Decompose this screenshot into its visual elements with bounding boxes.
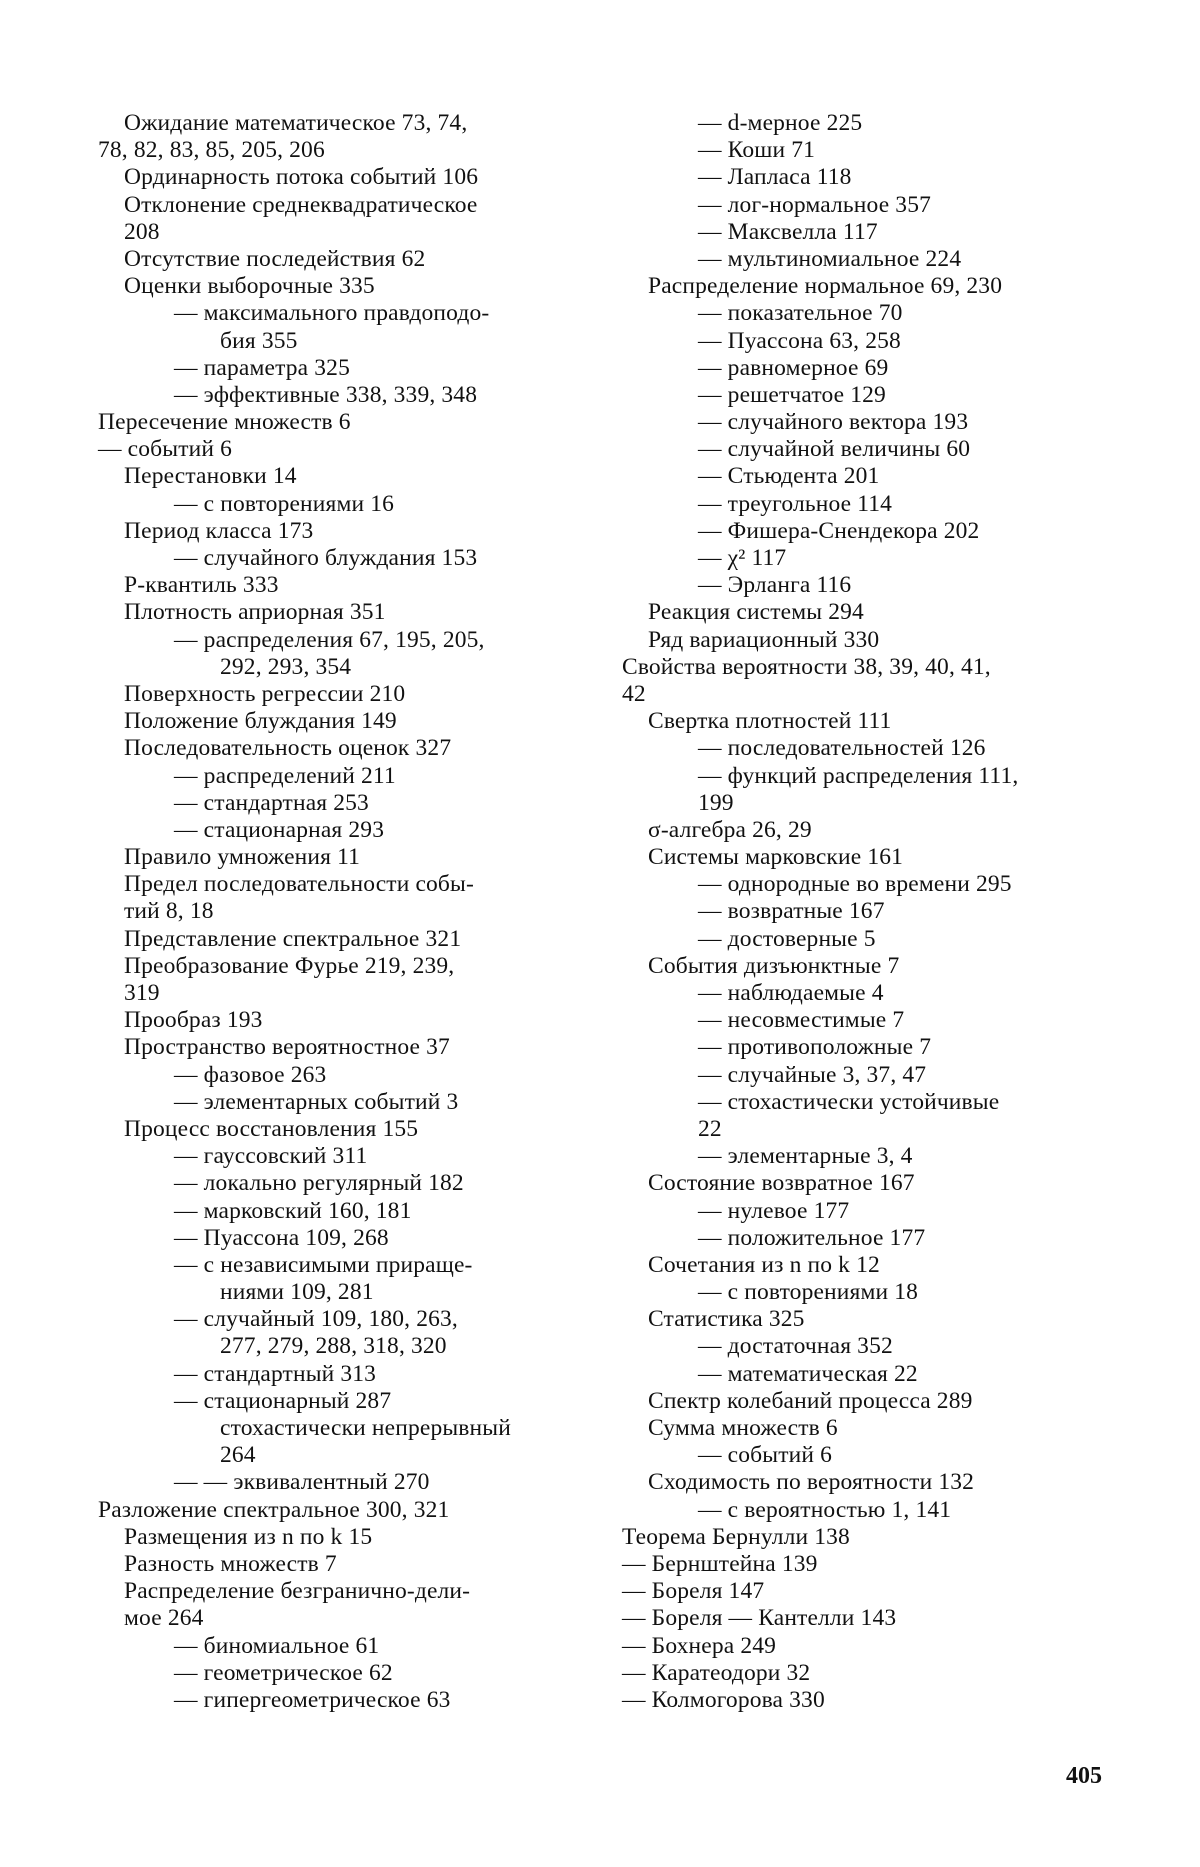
index-column-right <box>622 110 1108 1714</box>
index-entry: Ожидание математическое 73, 74, <box>124 110 468 136</box>
index-entry: Период класса 173 <box>124 517 314 544</box>
page-number: 405 <box>1066 1763 1102 1789</box>
index-entry: — случайные 3, 37, 47 <box>698 1061 927 1088</box>
index-entry: — Фишера-Снендекора 202 <box>698 517 980 544</box>
index-entry: Положение блуждания 149 <box>124 708 397 735</box>
index-entry: — треугольное 114 <box>698 490 893 517</box>
index-entry: — с вероятностью 1, 141 <box>698 1496 952 1523</box>
index-entry: — марковский 160, 181 <box>174 1197 412 1224</box>
index-entry: Процесс восстановления 155 <box>124 1115 419 1142</box>
index-entry: ниями 109, 281 <box>220 1279 374 1306</box>
index-entry: — показательное 70 <box>698 300 903 327</box>
index-entry: — Пуассона 63, 258 <box>698 327 901 354</box>
index-entry: — эффективные 338, 339, 348 <box>174 381 478 408</box>
index-entry: Разложение спектральное 300, 321 <box>98 1496 450 1523</box>
index-entry: — элементарных событий 3 <box>174 1088 459 1115</box>
index-entry: — максимального правдоподо- <box>174 300 490 327</box>
index-entry: Спектр колебаний процесса 289 <box>648 1387 973 1414</box>
index-entry: — решетчатое 129 <box>698 381 886 408</box>
index-entry: Прообраз 193 <box>124 1007 263 1034</box>
index-entry: стохастически непрерывный <box>220 1415 511 1441</box>
index-entry: — последовательностей 126 <box>698 735 986 762</box>
index-entry: P-квантиль 333 <box>124 572 279 599</box>
index-entry: — Бохнера 249 <box>622 1632 777 1659</box>
index-entry: — функций распределения 111, <box>698 762 1019 789</box>
index-entry: Перестановки 14 <box>124 463 297 490</box>
index-entry: — распределений 211 <box>174 762 396 789</box>
index-entry: — событий 6 <box>698 1442 832 1469</box>
index-entry: 208 <box>124 218 160 245</box>
index-entry: — противоположные 7 <box>698 1034 932 1061</box>
index-entry: — распределения 67, 195, 205, <box>174 626 485 653</box>
index-entry: Сходимость по вероятности 132 <box>648 1469 975 1496</box>
index-entry: — положительное 177 <box>698 1224 926 1251</box>
index-entry: 22 <box>698 1115 722 1142</box>
index-entry: Ряд вариационный 330 <box>648 626 880 653</box>
index-entry: — однородные во времени 295 <box>698 871 1012 898</box>
index-entry: Распределение безгранично-дели- <box>124 1578 471 1605</box>
index-entry: Размещения из n по k 15 <box>124 1523 373 1550</box>
index-entry: — возвратные 167 <box>698 898 885 925</box>
index-entry: Разность множеств 7 <box>124 1550 337 1577</box>
index-entry: 319 <box>124 980 160 1006</box>
index-entry: Последовательность оценок 327 <box>124 735 452 762</box>
index-entry: — χ² 117 <box>698 545 787 571</box>
index-entry: — мультиномиальное 224 <box>698 245 962 272</box>
index-entry: — Колмогорова 330 <box>622 1686 825 1713</box>
index-entry: бия 355 <box>220 327 298 354</box>
index-entry: — стационарная 293 <box>174 816 385 843</box>
index-entry: — наблюдаемые 4 <box>698 980 884 1006</box>
index-entry: Преобразование Фурье 219, 239, <box>124 952 455 979</box>
index-entry: — стохастически устойчивые <box>698 1088 1000 1115</box>
index-entry: — стандартный 313 <box>174 1360 377 1387</box>
index-entry: мое 264 <box>124 1605 204 1632</box>
index-entry: — достаточная 352 <box>698 1333 893 1360</box>
index-entry: Отсутствие последействия 62 <box>124 245 426 272</box>
index-entry: 292, 293, 354 <box>220 653 352 680</box>
index-entry: Предел последовательности собы- <box>124 871 474 898</box>
index-entry: — с независимыми прираще- <box>174 1251 473 1278</box>
index-entry: тий 8, 18 <box>124 898 214 925</box>
index-entry: Пересечение множеств 6 <box>98 409 351 436</box>
index-entry: Правило умножения 11 <box>124 844 361 871</box>
index-entry: 42 <box>622 680 646 707</box>
index-entry: Состояние возвратное 167 <box>648 1170 915 1197</box>
index-entry: — Бореля — Кантелли 143 <box>622 1605 897 1632</box>
index-entry: — случайной величины 60 <box>698 436 971 463</box>
index-entry: 78, 82, 83, 85, 205, 206 <box>98 137 325 164</box>
index-entry: — биномиальное 61 <box>174 1632 380 1659</box>
index-entry: Свойства вероятности 38, 39, 40, 41, <box>622 653 991 680</box>
index-entry: — лог-нормальное 357 <box>698 191 931 218</box>
index-entry: Ординарность потока событий 106 <box>124 164 479 191</box>
index-column-left <box>98 110 582 1714</box>
index-entry: 199 <box>698 789 734 816</box>
index-entry: — с повторениями 18 <box>698 1279 919 1306</box>
index-entry: 264 <box>220 1442 256 1469</box>
index-entry: — локально регулярный 182 <box>174 1170 464 1197</box>
index-entry: — Бернштейна 139 <box>622 1550 818 1577</box>
index-entry: Сумма множеств 6 <box>648 1415 838 1441</box>
index-entry: — гипергеометрическое 63 <box>174 1686 451 1713</box>
index-entry: Отклонение среднеквадратическое <box>124 191 478 218</box>
index-entry: Оценки выборочные 335 <box>124 273 375 300</box>
index-entry: Статистика 325 <box>648 1306 805 1333</box>
index-entry: Сочетания из n по k 12 <box>648 1251 880 1278</box>
index-entry: Системы марковские 161 <box>648 844 904 871</box>
index-entry: Свертка плотностей 111 <box>648 708 892 735</box>
index-entry: — Максвелла 117 <box>698 218 878 245</box>
index-entry: События дизъюнктные 7 <box>648 952 900 979</box>
index-entry: — с повторениями 16 <box>174 490 395 517</box>
index-entry: — параметра 325 <box>174 354 350 381</box>
index-entry: — нулевое 177 <box>698 1197 850 1224</box>
index-entry: — случайного блуждания 153 <box>174 545 478 571</box>
index-entry: — случайного вектора 193 <box>698 409 969 436</box>
index-entry: — Каратеодори 32 <box>622 1659 811 1686</box>
index-entry: — элементарные 3, 4 <box>698 1143 913 1170</box>
index-entry: Плотность априорная 351 <box>124 599 386 626</box>
index-entry: — гауссовский 311 <box>174 1143 368 1170</box>
index-entry: — Бореля 147 <box>622 1578 765 1605</box>
index-entry: — стационарный 287 <box>174 1387 392 1414</box>
index-entry: — случайный 109, 180, 263, <box>174 1306 458 1333</box>
index-entry: — Лапласа 118 <box>698 164 852 191</box>
index-entry: Распределение нормальное 69, 230 <box>648 273 1003 300</box>
index-entry: Представление спектральное 321 <box>124 925 462 952</box>
index-entry: Теорема Бернулли 138 <box>622 1523 850 1550</box>
index-entry: Поверхность регрессии 210 <box>124 680 406 707</box>
index-entry: — Стьюдента 201 <box>698 463 880 490</box>
index-entry: — Коши 71 <box>698 137 816 164</box>
index-entry: — событий 6 <box>98 436 232 463</box>
index-entry: — равномерное 69 <box>698 354 889 381</box>
index-entry: σ-алгебра 26, 29 <box>648 816 812 843</box>
index-entry: — стандартная 253 <box>174 789 369 816</box>
index-entry: — несовместимые 7 <box>698 1007 905 1034</box>
index-entry: — Эрланга 116 <box>698 572 852 599</box>
index-entry: Реакция системы 294 <box>648 599 864 626</box>
index-entry: — геометрическое 62 <box>174 1659 393 1686</box>
index-entry: Пространство вероятностное 37 <box>124 1034 450 1061</box>
index-entry: 277, 279, 288, 318, 320 <box>220 1333 447 1360</box>
index-entry: — — эквивалентный 270 <box>174 1469 430 1496</box>
index-entry: — математическая 22 <box>698 1360 918 1387</box>
index-entry: — Пуассона 109, 268 <box>174 1224 389 1251</box>
index-entry: — d-мерное 225 <box>698 110 863 136</box>
index-entry: — достоверные 5 <box>698 925 876 952</box>
index-entry: — фазовое 263 <box>174 1061 327 1088</box>
